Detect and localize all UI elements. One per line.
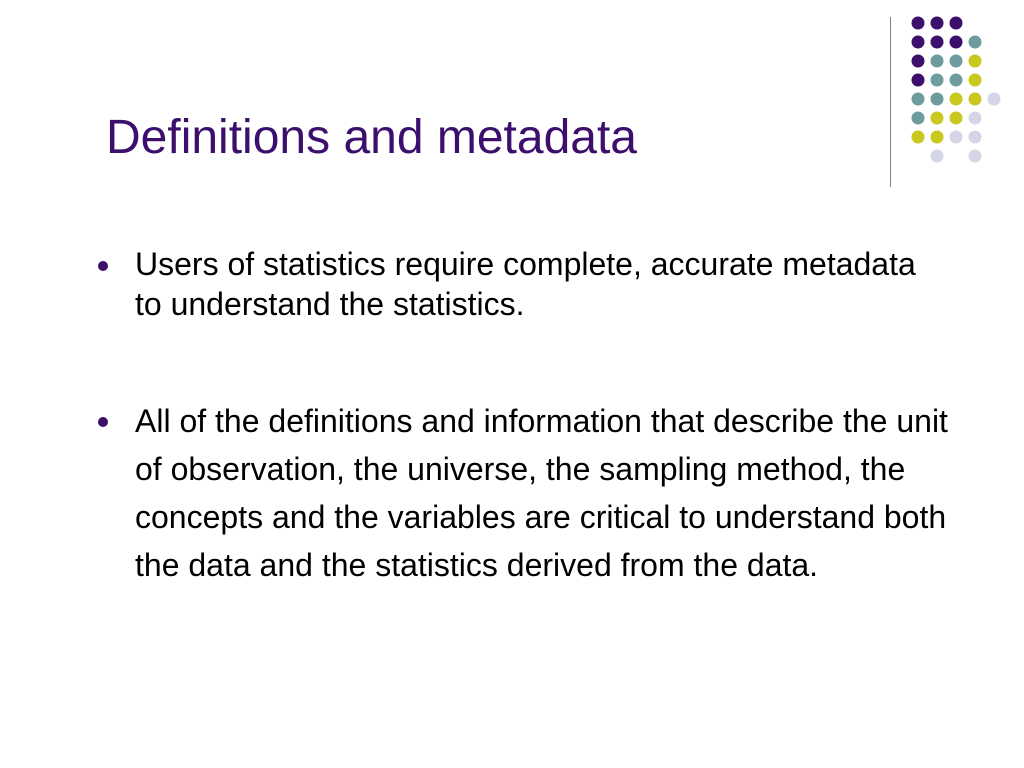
decorative-dot xyxy=(931,131,944,144)
decorative-dot xyxy=(969,93,982,106)
title-divider xyxy=(890,17,891,187)
decorative-dot xyxy=(969,74,982,87)
decorative-dot xyxy=(912,112,925,125)
decorative-dot xyxy=(912,131,925,144)
decorative-dot xyxy=(931,36,944,49)
decorative-dot xyxy=(931,150,944,163)
decorative-dot xyxy=(969,131,982,144)
decorative-dot xyxy=(912,74,925,87)
bullet-dot-icon xyxy=(98,261,108,271)
decorative-dot xyxy=(950,36,963,49)
decorative-dot xyxy=(950,17,963,30)
decorative-dot xyxy=(912,17,925,30)
decorative-dot xyxy=(912,93,925,106)
decorative-dot xyxy=(931,17,944,30)
decorative-dot xyxy=(950,74,963,87)
bullet-item xyxy=(98,244,948,324)
slide-title: Definitions and metadata xyxy=(106,111,637,164)
bullet-dot-icon xyxy=(98,417,108,427)
decorative-dot xyxy=(950,131,963,144)
decorative-dot xyxy=(950,93,963,106)
decorative-dot xyxy=(912,36,925,49)
decorative-dot xyxy=(950,55,963,68)
decorative-dot xyxy=(969,112,982,125)
decorative-dot xyxy=(969,55,982,68)
decorative-dot xyxy=(931,93,944,106)
decorative-dot xyxy=(969,36,982,49)
bullet-text: All of the definitions and information that describe the unit of observation, the universe, the sampling method, the concepts and the variables are critical to understand both the data and the statistics derived from the data. xyxy=(135,403,948,583)
decorative-dot xyxy=(912,55,925,68)
decorative-dot xyxy=(931,74,944,87)
bullet-item xyxy=(98,397,948,589)
decorative-dot xyxy=(931,112,944,125)
decorative-dot xyxy=(931,55,944,68)
decorative-dot xyxy=(969,150,982,163)
bullet-text: Users of statistics require complete, accurate metadata to understand the statistics. xyxy=(135,246,916,322)
decorative-dot xyxy=(950,112,963,125)
bullet-list xyxy=(98,244,948,589)
decorative-dot xyxy=(988,93,1001,106)
